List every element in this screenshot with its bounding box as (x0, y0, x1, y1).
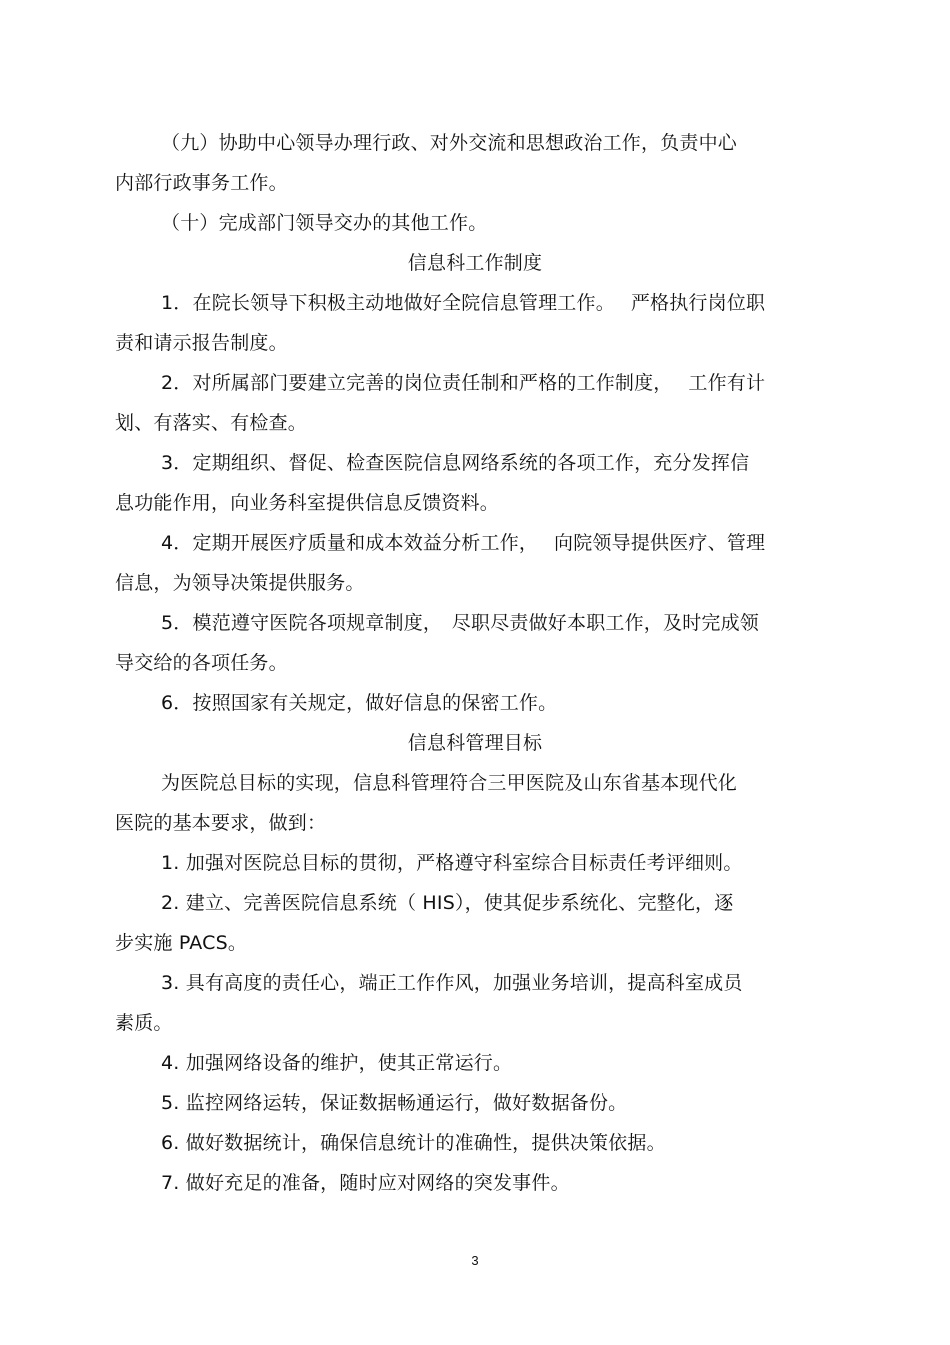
goal-1: 1. 加强对医院总目标的贯彻，严格遵守科室综合目标责任考评细则。 (161, 852, 743, 874)
goal-6: 6. 做好数据统计，确保信息统计的准确性，提供决策依据。 (161, 1132, 666, 1154)
rule-3-line-2: 息功能作用，向业务科室提供信息反馈资料。 (115, 492, 500, 514)
rule-3-line-1: 3．定期组织、督促、检查医院信息网络系统的各项工作，充分发挥信 (161, 452, 750, 474)
goal-2-line-2: 步实施 PACS。 (115, 932, 248, 954)
paragraph-item-10: （十）完成部门领导交办的其他工作。 (161, 212, 488, 234)
rule-1-line-2: 责和请示报告制度。 (115, 332, 288, 354)
rule-2-line-2: 划、有落实、有检查。 (115, 412, 308, 434)
section-title-management-goals: 信息科管理目标 (407, 732, 543, 754)
goals-intro-line-2: 医院的基本要求，做到： (115, 812, 327, 834)
rule-1-line-1: 1．在院长领导下积极主动地做好全院信息管理工作。 严格执行岗位职 (161, 292, 766, 314)
paragraph-item-9-line-2: 内部行政事务工作。 (115, 172, 288, 194)
goal-3-line-2: 素质。 (115, 1012, 173, 1034)
rule-5-line-2: 导交给的各项任务。 (115, 652, 288, 674)
rule-4-line-1: 4．定期开展医疗质量和成本效益分析工作， 向院领导提供医疗、管理 (161, 532, 766, 554)
goal-4: 4. 加强网络设备的维护，使其正常运行。 (161, 1052, 513, 1074)
rule-2-line-1: 2．对所属部门要建立完善的岗位责任制和严格的工作制度， 工作有计 (161, 372, 766, 394)
page-number: 3 (471, 1253, 479, 1268)
goals-intro-line-1: 为医院总目标的实现，信息科管理符合三甲医院及山东省基本现代化 (161, 772, 738, 794)
rule-5-line-1: 5．模范遵守医院各项规章制度， 尽职尽责做好本职工作，及时完成领 (161, 612, 759, 634)
goal-2-line-1: 2. 建立、完善医院信息系统（ HIS），使其促步系统化、完整化，逐 (161, 892, 734, 914)
paragraph-item-9-line-1: （九）协助中心领导办理行政、对外交流和思想政治工作，负责中心 (161, 132, 738, 154)
rule-4-line-2: 信息，为领导决策提供服务。 (115, 572, 365, 594)
rule-6: 6．按照国家有关规定，做好信息的保密工作。 (161, 692, 558, 714)
goal-5: 5. 监控网络运转，保证数据畅通运行，做好数据备份。 (161, 1092, 628, 1114)
section-title-work-system: 信息科工作制度 (407, 252, 543, 274)
goal-7: 7. 做好充足的准备，随时应对网络的突发事件。 (161, 1172, 570, 1194)
goal-3-line-1: 3. 具有高度的责任心，端正工作作风，加强业务培训，提高科室成员 (161, 972, 743, 994)
